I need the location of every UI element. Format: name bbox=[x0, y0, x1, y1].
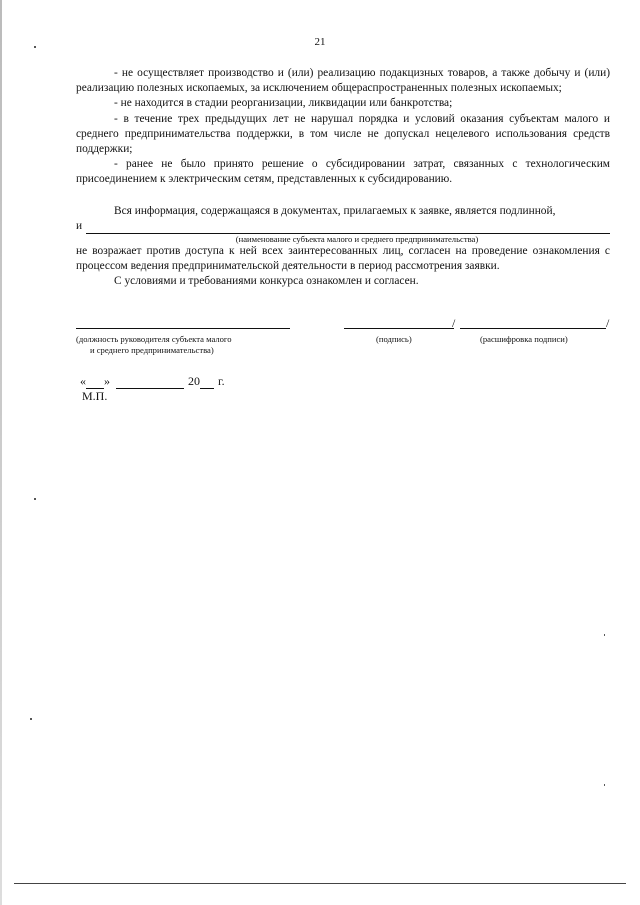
and-prefix: и bbox=[76, 219, 83, 232]
paragraph-consent: не возражает против доступа к ней всех заинтересованных лиц, согласен на проведение ознакомления с процессом ведения предпринимательской деятельности в период рассмотрения заявки. bbox=[76, 244, 610, 273]
paragraph-support-violations: - в течение трех предыдущих лет не нарушал порядка и условий оказания субъектам малого и среднего предпринимательства поддержки, в том числе не допускал нецелевого использования средств поддержки; bbox=[76, 112, 610, 156]
position-caption-line1: (должность руководителя субъекта малого bbox=[76, 334, 232, 344]
year-blank bbox=[200, 376, 214, 389]
scan-speck bbox=[604, 634, 605, 636]
date-close-quote: » bbox=[104, 374, 110, 388]
date-line bbox=[80, 374, 225, 389]
paragraph-subsidy-decision: - ранее не было принято решение о субсидировании затрат, связанных с технологическим присоединением к электрическим сетям, представленных к субсидированию. bbox=[76, 158, 610, 186]
subject-name-line bbox=[76, 219, 610, 234]
year-prefix: 20 bbox=[188, 374, 200, 388]
document-body bbox=[76, 66, 610, 289]
left-margin-edge bbox=[0, 0, 2, 905]
paragraph-conditions: С условиями и требованиями конкурса ознакомлен и согласен. bbox=[114, 275, 419, 288]
paragraph-reorganization: - не находится в стадии реорганизации, ликвидации или банкротства; bbox=[114, 97, 453, 110]
day-blank bbox=[86, 376, 104, 389]
paragraph-excise: - не осуществляет производство и (или) реализацию подакцизных товаров, а также добычу и (или) реализацию полезных ископаемых, за исключением общераспространенных полезных ископаемых; bbox=[76, 67, 610, 95]
signature-decode-blank bbox=[460, 328, 606, 329]
date-open-quote: « bbox=[80, 374, 86, 388]
month-blank bbox=[116, 376, 184, 389]
paragraph-info-authentic: Вся информация, содержащаяся в документах, прилагаемых к заявке, является подлинной, bbox=[114, 204, 556, 217]
position-blank bbox=[76, 328, 290, 329]
scan-speck bbox=[34, 498, 36, 500]
scan-speck bbox=[604, 784, 605, 786]
signature-blank bbox=[344, 328, 454, 329]
signature-decode-caption: (расшифровка подписи) bbox=[480, 334, 568, 344]
stamp-label: М.П. bbox=[82, 389, 108, 403]
slash-separator: / bbox=[452, 316, 456, 330]
subject-name-caption: (наименование субъекта малого и среднего предпринимательства) bbox=[235, 233, 479, 244]
position-caption-line2: и среднего предпринимательства) bbox=[90, 345, 214, 355]
scan-speck bbox=[30, 718, 32, 720]
year-suffix: г. bbox=[218, 374, 225, 388]
page-bottom-rule bbox=[14, 883, 626, 884]
position-caption bbox=[76, 334, 290, 356]
scan-speck bbox=[34, 46, 36, 48]
page-number: 21 bbox=[314, 36, 326, 48]
subject-name-blank bbox=[86, 222, 610, 234]
slash-separator: / bbox=[606, 316, 610, 330]
signature-caption: (подпись) bbox=[376, 334, 412, 344]
